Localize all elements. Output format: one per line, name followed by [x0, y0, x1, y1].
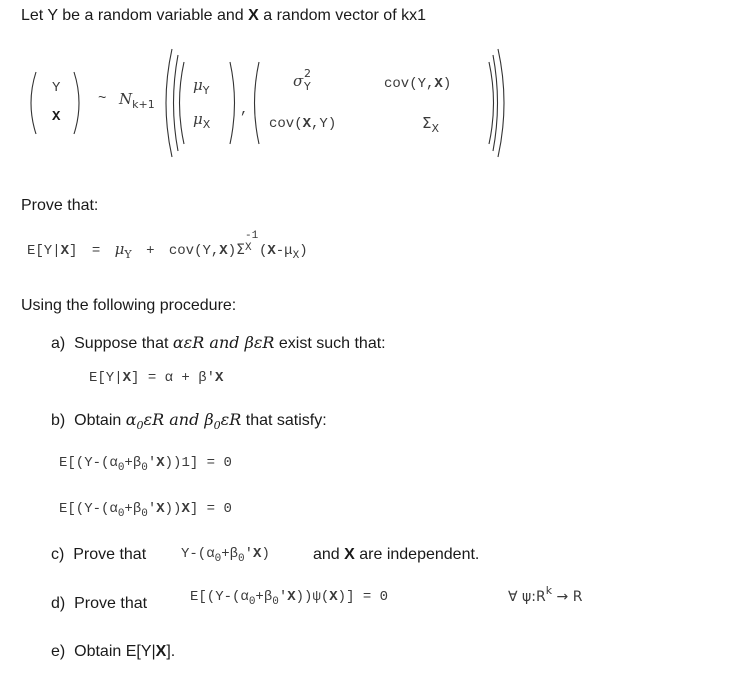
- step-c: c) Prove that: [51, 546, 147, 563]
- cov-x-y: cov(X,Y): [269, 116, 337, 132]
- main-equation: $E[Y|X] = \mu_Y + cov(Y,X)\Sigma$ -1 X $(X-\mu_X)$: [27, 230, 308, 262]
- step-e: e) Obtain E[Y|X].: [51, 643, 176, 660]
- intro-line: [21, 7, 426, 25]
- step-c-equation: $Y-(\alpha_0+\beta_0'X)$: [181, 546, 270, 565]
- mu-x: $\mu_X$: [193, 110, 211, 131]
- step-a: a) Suppose that αεR and βεR exist such that:: [51, 333, 386, 352]
- sigma-x: $\Sigma_X$: [422, 114, 440, 135]
- vector-x: X: [52, 109, 61, 125]
- mean-parentheses: [175, 60, 239, 146]
- sigma-y-squared: σ 2 Y: [293, 67, 311, 93]
- tilde: ~: [98, 91, 107, 107]
- step-b: b) Obtain $\alpha_0\varepsilon R$ and $\beta_0\varepsilon R$ that satisfy:: [51, 410, 327, 432]
- step-a-equation: E[Y|X] = α + β'X: [89, 370, 224, 386]
- covariance-parentheses: [250, 60, 498, 146]
- intro-text: Let Y be a random variable and: [21, 7, 249, 24]
- step-b-equation-2: $E[(Y-(\alpha_0+\beta_0'X))X] = 0$: [59, 501, 232, 520]
- intro-bold-x: X: [248, 7, 259, 24]
- intro-text-end: a random vector of kx1: [258, 7, 426, 24]
- prove-label: Prove that:: [21, 197, 99, 214]
- vector-y: Y: [52, 80, 61, 96]
- step-d-forall: ∀ $\psi:R^k \to R$: [508, 584, 583, 605]
- step-c-text-end: and X are independent.: [313, 546, 480, 563]
- step-d-equation: $E[(Y-(\alpha_0+\beta_0'X))\psi(X)] = 0$: [190, 589, 389, 608]
- cov-y-x: cov(Y,X): [384, 76, 452, 92]
- step-b-equation-1: $E[(Y-(\alpha_0+\beta_0'X))1] = 0$: [59, 455, 232, 474]
- step-d: d) Prove that: [51, 595, 148, 612]
- normal-N: $N_{k+1}$: [119, 90, 155, 111]
- procedure-label: Using the following procedure:: [21, 297, 237, 314]
- comma: ,: [240, 102, 249, 118]
- mu-y: $\mu_Y$: [193, 76, 210, 97]
